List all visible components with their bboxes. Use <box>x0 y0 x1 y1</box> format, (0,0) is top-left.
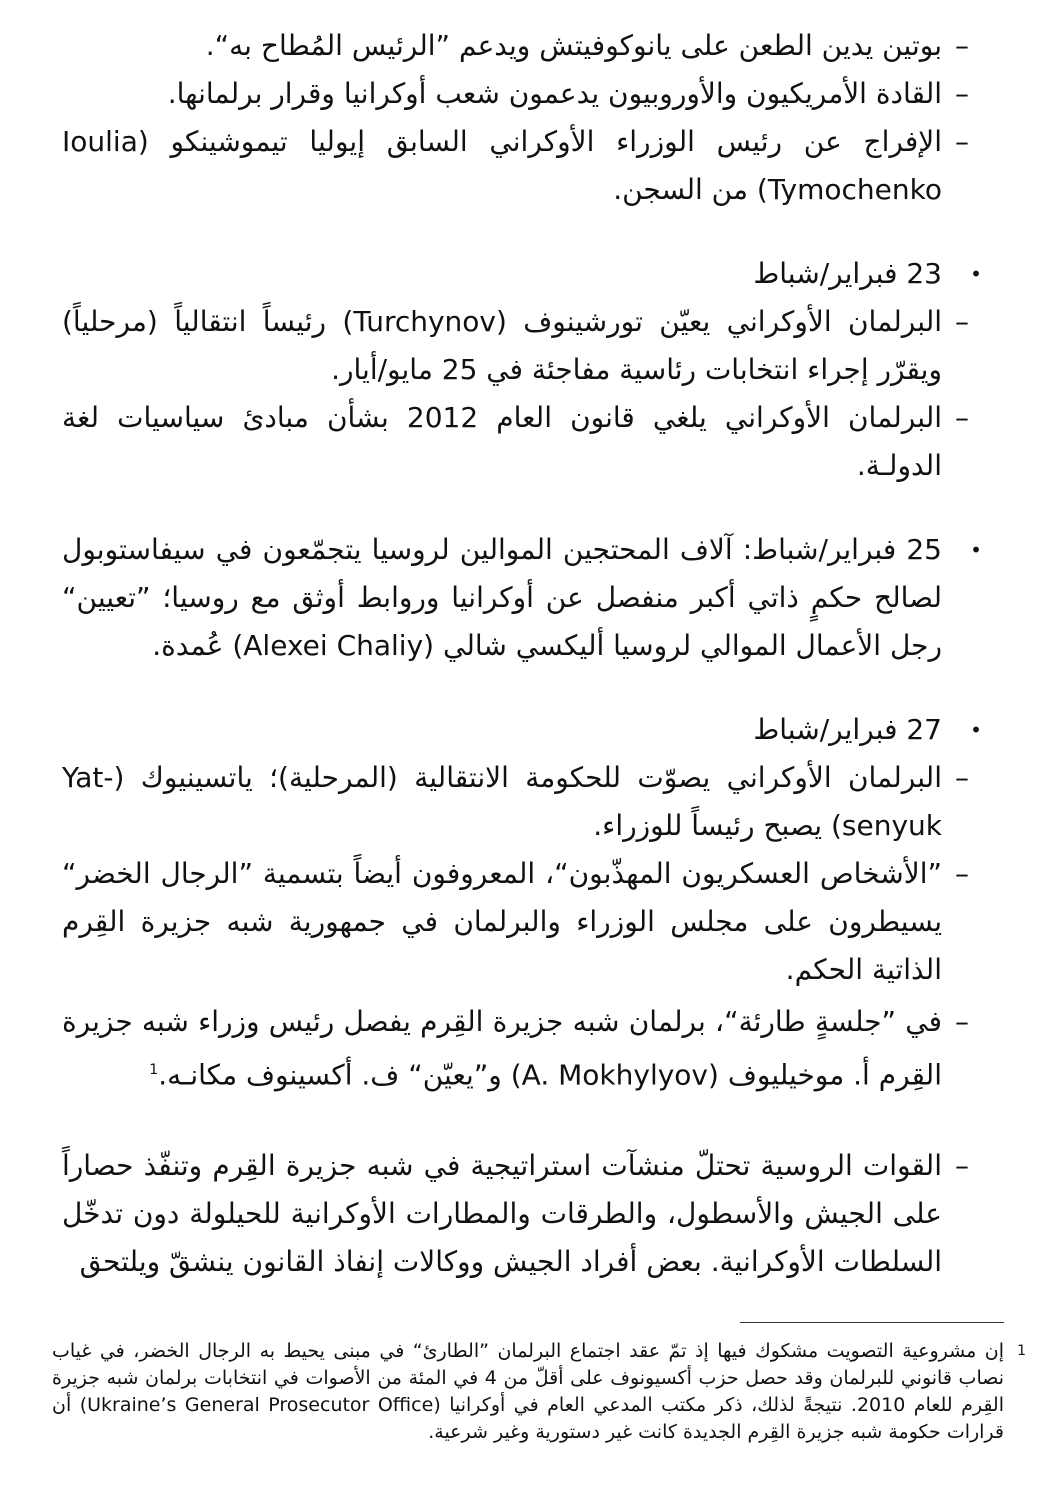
item-text: البرلمان الأوكراني يلغي قانون العام 2012 بشأن مبادئ سياسيات لغة الدولـة. <box>62 401 942 482</box>
item-text: بوتين يدين الطعن على يانوكوفيتش ويدعم ”الرئيس المُطاح به“. <box>205 29 942 62</box>
dash-marker: – <box>955 857 969 890</box>
date-heading-text: 23 فبراير/شباط <box>753 257 942 290</box>
bullet-marker: • <box>970 718 982 742</box>
footnote <box>52 1338 1026 1446</box>
footnote-ref[interactable]: 1 <box>149 1062 159 1078</box>
footnote-text: إن مشروعية التصويت مشكوك فيها إذ تمّ عقد اجتماع البرلمان ”الطارئ“ في مبنى يحيط به الرجال الخضر، في غياب نصاب قانوني للبرلمان وقد حصل حزب أكسيونوف على أقلّ من 4 في المئة من الأصوات في انتخابات برلمان شبه جزيرة القِرم للعام 2010. نتيجةً لذلك، ذكر مكتب المدعي العام في أوكرانيا (Ukraine’s General Prosecutor Office) أن قرارات حكومة شبه جزيرة القِرم الجديدة كانت غير دستورية وغير شرعية. <box>52 1340 1005 1443</box>
footnote-divider <box>740 1322 1004 1323</box>
list-item <box>62 118 969 214</box>
dash-marker: – <box>955 1149 969 1182</box>
dash-marker: – <box>955 29 969 62</box>
list-item <box>62 70 969 118</box>
item-text: القوات الروسية تحتلّ منشآت استراتيجية في شبه جزيرة القِرم وتنفّذ حصاراً على الجيش والأسطول، والطرقات والمطارات الأوكرانية للحيلولة دون تدخّل السلطات الأوكرانية. بعض أفراد الجيش ووكالات إنفاذ القانون ينشقّ ويلتحق <box>62 1149 942 1278</box>
list-item <box>62 1142 969 1286</box>
item-text: الإفراج عن رئيس الوزراء الأوكراني السابق إيوليا تيموشينكو (Ioulia Tymochenko) من السجن. <box>62 125 942 206</box>
item-text: ”الأشخاص العسكريون المهذّبون“، المعروفون أيضاً بتسمية ”الرجال الخضر“ يسيطرون على مجلس الوزراء والبرلمان في جمهورية شبه جزيرة القِرم الذاتية الحكم. <box>62 857 942 986</box>
dash-marker: – <box>955 305 969 338</box>
list-item <box>62 850 969 994</box>
dash-marker: – <box>955 761 969 794</box>
bullet-marker: • <box>970 262 982 286</box>
entry-text: 25 فبراير/شباط: آلاف المحتجين الموالين لروسيا يتجمّعون في سيفاستوبول لصالح حكمٍ ذاتي أكبر منفصل عن أوكرانيا وروابط أوثق مع روسيا؛ ”تعيين“ رجل الأعمال الموالي لروسيا أليكسي شالي (Alexei Chaliy) عُمدة. <box>62 533 942 662</box>
item-text: في ”جلسةٍ طارئة“، برلمان شبه جزيرة القِرم يفصل رئيس وزراء شبه جزيرة القِرم أ. موخيليوف (A. Mokhylyov) و”يعيّن“ ف. أكسينوف مكانـه. <box>62 1005 942 1092</box>
date-heading-feb23 <box>62 250 982 298</box>
item-text: البرلمان الأوكراني يصوّت للحكومة الانتقالية (المرحلية)؛ ياتسينيوك (Yat-senyuk) يصبح رئيساً للوزراء. <box>62 761 942 842</box>
date-heading-feb27 <box>62 706 982 754</box>
dash-marker: – <box>955 1005 969 1038</box>
footnote-mark: 1 <box>1017 1343 1026 1359</box>
list-item <box>62 22 969 70</box>
item-text: البرلمان الأوكراني يعيّن تورشينوف (Turchynov) رئيساً انتقالياً (مرحلياً) ويقرّر إجراء انتخابات رئاسية مفاجئة في 25 مايو/أيار. <box>62 305 943 386</box>
dash-marker: – <box>955 401 969 434</box>
item-text: القادة الأمريكيون والأوروبيون يدعمون شعب أوكرانيا وقرار برلمانها. <box>167 77 942 110</box>
list-item <box>62 998 969 1099</box>
dash-marker: – <box>955 77 969 110</box>
list-item <box>62 298 969 394</box>
bullet-marker: • <box>970 538 982 562</box>
date-heading-text: 27 فبراير/شباط <box>753 713 942 746</box>
date-entry-feb25 <box>62 526 982 670</box>
list-item <box>62 394 969 490</box>
dash-marker: – <box>955 125 969 158</box>
list-item <box>62 754 969 850</box>
